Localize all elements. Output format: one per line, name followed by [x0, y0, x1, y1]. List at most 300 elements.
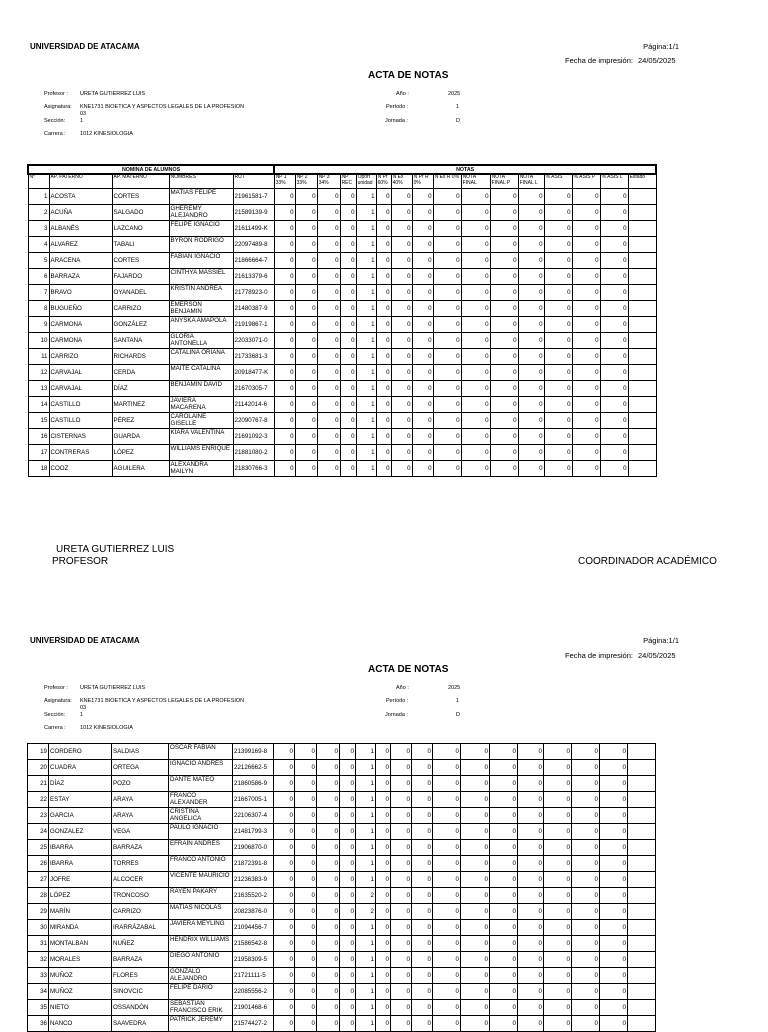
grade-cell: 0: [433, 205, 461, 221]
table-row: [28, 413, 656, 429]
grade-cell: 0: [600, 824, 628, 840]
grade-cell: 0: [433, 968, 461, 984]
grade-cell: 0: [518, 952, 544, 968]
grade-cell: 0: [433, 808, 461, 824]
apellido-paterno: COOZ: [49, 461, 112, 477]
grade-cell: 0: [433, 413, 461, 429]
oportunidad-cell: 1: [356, 397, 376, 413]
grade-cell: 0: [544, 1000, 572, 1016]
grade-cell: 0: [572, 253, 600, 269]
grade-cell: 0: [461, 856, 490, 872]
grade-cell: 0: [376, 189, 391, 205]
grade-cell: 0: [572, 760, 600, 776]
grade-cell: 0: [376, 301, 391, 317]
grade-cell: 0: [490, 952, 518, 968]
grade-cell: 0: [600, 1000, 628, 1016]
grade-cell: 0: [461, 269, 490, 285]
nombres: HENDRIX WILLIAMS: [169, 936, 233, 952]
grade-cell: 0: [391, 221, 412, 237]
grade-cell: 0: [274, 872, 295, 888]
apellido-paterno: MONTALBAN: [49, 936, 112, 952]
grade-cell: 0: [600, 333, 628, 349]
grade-cell: 0: [340, 1016, 356, 1032]
grade-cell: 0: [433, 888, 461, 904]
grade-cell: 0: [391, 461, 412, 477]
row-number: 36: [28, 1016, 49, 1032]
grade-cell: 0: [600, 237, 628, 253]
grade-cell: 0: [412, 381, 433, 397]
row-number: 5: [28, 253, 49, 269]
periodo-label: Período :: [386, 104, 409, 110]
estado-cell: [628, 381, 656, 397]
grade-cell: 0: [340, 317, 356, 333]
grade-cell: 0: [317, 936, 340, 952]
grade-cell: 0: [391, 888, 412, 904]
nombres: PAULO IGNACIO: [169, 824, 233, 840]
nombres: KRISTIN ANDREA: [169, 285, 233, 301]
grade-cell: 0: [461, 317, 490, 333]
nombres: FABIAN IGNACIO: [169, 253, 233, 269]
grade-cell: 0: [572, 221, 600, 237]
grade-cell: 0: [544, 301, 572, 317]
grade-cell: 0: [412, 205, 433, 221]
apellido-materno: FAJARDO: [112, 269, 169, 285]
grade-cell: 0: [461, 365, 490, 381]
grade-cell: 0: [274, 333, 295, 349]
grade-cell: 0: [518, 824, 544, 840]
asignatura-extra-2: 03: [80, 705, 87, 711]
oportunidad-cell: 1: [356, 872, 376, 888]
grade-cell: 0: [340, 253, 356, 269]
oportunidad-cell: 1: [356, 776, 376, 792]
grade-cell: 0: [433, 349, 461, 365]
grade-cell: 0: [518, 744, 544, 760]
nombres: FRANCO ALEXANDER: [169, 792, 233, 808]
estado-cell: [628, 189, 656, 205]
grade-cell: 0: [412, 461, 433, 477]
table-row: [28, 840, 656, 856]
grade-cell: 0: [544, 237, 572, 253]
oportunidad-cell: 1: [356, 205, 376, 221]
grade-cell: 0: [274, 792, 295, 808]
grade-cell: 0: [391, 317, 412, 333]
grade-cell: 0: [490, 872, 518, 888]
grade-cell: 0: [376, 1016, 391, 1032]
grade-cell: 0: [295, 285, 317, 301]
oportunidad-cell: 1: [356, 301, 376, 317]
oportunidad-cell: 1: [356, 333, 376, 349]
column-header: % ASIS L: [600, 174, 628, 189]
grade-cell: 0: [376, 1000, 391, 1016]
grade-cell: 0: [461, 413, 490, 429]
grade-cell: 0: [295, 1000, 317, 1016]
grade-cell: 0: [490, 760, 518, 776]
column-header: % ASIS P: [572, 174, 600, 189]
carrera-value-2: 1012 KINESIOLOGIA: [80, 725, 133, 731]
grade-cell: 0: [295, 237, 317, 253]
table-row: [28, 237, 656, 253]
grade-cell: 0: [412, 397, 433, 413]
grade-cell: 0: [391, 205, 412, 221]
asignatura-label: Asignatura:: [44, 104, 72, 110]
nombres: JAVIERA MACARENA: [169, 397, 233, 413]
grade-cell: 0: [295, 221, 317, 237]
grade-cell: 0: [490, 317, 518, 333]
row-number: 22: [28, 792, 49, 808]
grade-cell: 0: [433, 445, 461, 461]
oportunidad-cell: 1: [356, 1000, 376, 1016]
apellido-materno: SALGADO: [112, 205, 169, 221]
anio-label-2: Año :: [396, 685, 409, 691]
signature-name: URETA GUTIERREZ LUIS: [56, 544, 175, 555]
grade-cell: 0: [518, 1000, 544, 1016]
rut: 21667005-1: [233, 792, 274, 808]
grade-cell: 0: [518, 333, 544, 349]
grade-cell: 0: [295, 413, 317, 429]
grade-cell: 0: [340, 760, 356, 776]
table-row: [28, 365, 656, 381]
grade-cell: 0: [600, 840, 628, 856]
grade-cell: 0: [600, 968, 628, 984]
estado-cell: [628, 792, 656, 808]
grade-cell: 0: [295, 856, 317, 872]
grade-cell: 0: [600, 269, 628, 285]
table-row: [28, 744, 656, 760]
grade-cell: 0: [544, 349, 572, 365]
grade-cell: 0: [376, 760, 391, 776]
column-header: NP 1 33%: [274, 174, 295, 189]
grade-cell: 0: [461, 333, 490, 349]
grade-cell: 0: [340, 808, 356, 824]
grade-cell: 0: [600, 445, 628, 461]
grade-cell: 0: [340, 984, 356, 1000]
oportunidad-cell: 1: [356, 237, 376, 253]
grade-cell: 0: [412, 792, 433, 808]
grade-cell: 0: [412, 856, 433, 872]
grade-cell: 0: [295, 952, 317, 968]
row-number: 6: [28, 269, 49, 285]
grade-cell: 0: [376, 968, 391, 984]
grade-cell: 0: [600, 936, 628, 952]
estado-cell: [628, 413, 656, 429]
grade-cell: 0: [461, 285, 490, 301]
apellido-materno: CARRIZO: [112, 301, 169, 317]
oportunidad-cell: 1: [356, 189, 376, 205]
column-header: NP REC: [340, 174, 356, 189]
grade-cell: 0: [391, 269, 412, 285]
grade-cell: 0: [317, 968, 340, 984]
grade-cell: 0: [317, 237, 340, 253]
grade-cell: 0: [317, 856, 340, 872]
grade-cell: 0: [376, 269, 391, 285]
grade-cell: 0: [600, 285, 628, 301]
estado-cell: [628, 968, 656, 984]
grade-cell: 0: [340, 744, 356, 760]
grade-cell: 0: [340, 888, 356, 904]
nombres: MAITE CATALINA: [169, 365, 233, 381]
grade-cell: 0: [391, 285, 412, 301]
grade-cell: 0: [572, 888, 600, 904]
print-date-label-2: Fecha de impresión:: [565, 651, 633, 660]
table-row: [28, 936, 656, 952]
nombres: ALEXANDRA MAILYN: [169, 461, 233, 477]
column-header: N Pr R 0%: [412, 174, 433, 189]
grade-cell: 0: [490, 349, 518, 365]
grade-cell: 0: [412, 936, 433, 952]
grade-cell: 0: [317, 333, 340, 349]
table-row: [28, 872, 656, 888]
grade-cell: 0: [376, 936, 391, 952]
estado-cell: [628, 317, 656, 333]
grade-cell: 0: [412, 968, 433, 984]
nombres: CAROLAINE GISELLE: [169, 413, 233, 429]
grade-cell: 0: [490, 984, 518, 1000]
grade-cell: 0: [274, 968, 295, 984]
grade-cell: 0: [376, 840, 391, 856]
grade-cell: 0: [544, 888, 572, 904]
table-row: [28, 824, 656, 840]
oportunidad-cell: 1: [356, 349, 376, 365]
grade-cell: 0: [391, 445, 412, 461]
estado-cell: [628, 888, 656, 904]
estado-cell: [628, 253, 656, 269]
grade-cell: 0: [461, 840, 490, 856]
table-row: [28, 317, 656, 333]
estado-cell: [628, 744, 656, 760]
grade-cell: 0: [600, 205, 628, 221]
row-number: 24: [28, 824, 49, 840]
apellido-paterno: CONTRERAS: [49, 445, 112, 461]
apellido-paterno: ACOSTA: [49, 189, 112, 205]
table-row: [28, 381, 656, 397]
table-row: [28, 776, 656, 792]
grade-cell: 0: [391, 760, 412, 776]
grade-cell: 0: [340, 872, 356, 888]
grade-cell: 0: [433, 333, 461, 349]
profesor-label: Profesor :: [44, 91, 68, 97]
grade-cell: 0: [518, 856, 544, 872]
column-header: Oport unidad: [356, 174, 376, 189]
grade-cell: 0: [490, 445, 518, 461]
grade-cell: 0: [340, 856, 356, 872]
grade-cell: 0: [412, 984, 433, 1000]
grade-cell: 0: [600, 397, 628, 413]
estado-cell: [628, 856, 656, 872]
apellido-paterno: DÍAZ: [49, 776, 112, 792]
grade-cell: 0: [572, 824, 600, 840]
grade-cell: 0: [544, 381, 572, 397]
row-number: 13: [28, 381, 49, 397]
grade-cell: 0: [317, 285, 340, 301]
rut: 21721111-5: [233, 968, 274, 984]
row-number: 35: [28, 1000, 49, 1016]
grade-cell: 0: [461, 349, 490, 365]
grade-cell: 0: [572, 205, 600, 221]
grade-cell: 0: [572, 317, 600, 333]
table-row: [28, 333, 656, 349]
grade-cell: 0: [317, 413, 340, 429]
nombres: VICENTE MAURICIO: [169, 872, 233, 888]
grade-cell: 0: [376, 221, 391, 237]
table-row: [28, 397, 656, 413]
rut: 21613379-6: [233, 269, 274, 285]
grade-cell: 0: [433, 461, 461, 477]
grade-cell: 0: [433, 760, 461, 776]
rut: 21094456-7: [233, 920, 274, 936]
oportunidad-cell: 1: [356, 824, 376, 840]
seccion-value: 1: [80, 118, 84, 124]
grade-cell: 0: [274, 744, 295, 760]
rut: 21733681-3: [233, 349, 274, 365]
oportunidad-cell: 1: [356, 253, 376, 269]
grade-cell: 0: [518, 920, 544, 936]
grade-cell: 0: [490, 205, 518, 221]
row-number: 25: [28, 840, 49, 856]
apellido-paterno: ALVAREZ: [49, 237, 112, 253]
nombres: MATIAS FELIPE: [169, 189, 233, 205]
grade-cell: 0: [317, 317, 340, 333]
apellido-materno: ORTEGA: [112, 760, 169, 776]
table-row: [28, 221, 656, 237]
grade-cell: 0: [274, 269, 295, 285]
grade-cell: 0: [518, 1016, 544, 1032]
grade-cell: 0: [376, 413, 391, 429]
grade-cell: 0: [572, 333, 600, 349]
grade-cell: 0: [544, 461, 572, 477]
grade-cell: 0: [490, 429, 518, 445]
grade-cell: 0: [391, 856, 412, 872]
grade-cell: 0: [412, 333, 433, 349]
nombres: GHEREMY ALEJANDRO: [169, 205, 233, 221]
grade-cell: 0: [274, 920, 295, 936]
estado-cell: [628, 920, 656, 936]
grade-cell: 0: [572, 872, 600, 888]
grade-cell: 0: [317, 445, 340, 461]
estado-cell: [628, 1000, 656, 1016]
grade-cell: 0: [461, 445, 490, 461]
apellido-materno: TORRES: [112, 856, 169, 872]
grade-cell: 0: [317, 349, 340, 365]
grade-cell: 0: [340, 349, 356, 365]
grade-cell: 0: [317, 269, 340, 285]
grade-cell: 0: [295, 1016, 317, 1032]
estado-cell: [628, 984, 656, 1000]
row-number: 2: [28, 205, 49, 221]
grade-cell: 0: [412, 301, 433, 317]
row-number: 20: [28, 760, 49, 776]
estado-cell: [628, 397, 656, 413]
grade-cell: 0: [518, 840, 544, 856]
estado-cell: [628, 760, 656, 776]
grade-cell: 0: [412, 808, 433, 824]
grade-cell: 0: [433, 269, 461, 285]
carrera-label-2: Carrera :: [44, 725, 66, 731]
row-number: 7: [28, 285, 49, 301]
nombres: FELIPE IGNACIO: [169, 221, 233, 237]
grade-cell: 0: [518, 269, 544, 285]
grade-cell: 0: [317, 984, 340, 1000]
apellido-materno: GONZÁLEZ: [112, 317, 169, 333]
grade-cell: 0: [274, 301, 295, 317]
jornada-label: Jornada :: [385, 118, 408, 124]
grade-cell: 0: [572, 365, 600, 381]
grade-cell: 0: [274, 253, 295, 269]
rut: 21236383-9: [233, 872, 274, 888]
grade-cell: 0: [544, 776, 572, 792]
grade-cell: 0: [412, 349, 433, 365]
oportunidad-cell: 1: [356, 317, 376, 333]
nombres: EMERSON BENJAMIN: [169, 301, 233, 317]
grade-cell: 0: [600, 461, 628, 477]
column-header: NOTA FINAL P: [490, 174, 518, 189]
grade-cell: 0: [295, 189, 317, 205]
profesor-label-2: Profesor :: [44, 685, 68, 691]
nombres: BENJAMÍN DAVID: [169, 381, 233, 397]
grade-cell: 0: [376, 397, 391, 413]
nombres: OSCAR FABIAN: [169, 744, 233, 760]
asignatura-value: KNE1731 BIOETICA Y ASPECTOS LEGALES DE LA PROFESION: [80, 104, 245, 110]
grade-cell: 0: [544, 968, 572, 984]
table-row: [28, 888, 656, 904]
grade-cell: 0: [376, 744, 391, 760]
grade-cell: 0: [376, 461, 391, 477]
grade-cell: 0: [340, 461, 356, 477]
grade-cell: 0: [340, 269, 356, 285]
grade-cell: 0: [295, 365, 317, 381]
nombres: JAVIERA MEYLING: [169, 920, 233, 936]
grade-cell: 0: [490, 237, 518, 253]
grade-cell: 0: [544, 872, 572, 888]
grade-cell: 0: [490, 413, 518, 429]
seccion-label: Sección:: [44, 118, 66, 124]
grade-cell: 0: [490, 269, 518, 285]
grade-cell: 0: [544, 429, 572, 445]
grade-cell: 0: [274, 1000, 295, 1016]
asignatura-value-2: KNE1731 BIOETICA Y ASPECTOS LEGALES DE LA PROFESION: [80, 698, 245, 704]
grade-cell: 0: [600, 253, 628, 269]
apellido-paterno: IBARRA: [49, 856, 112, 872]
grade-cell: 0: [433, 792, 461, 808]
grade-cell: 0: [295, 301, 317, 317]
apellido-materno: CERDA: [112, 365, 169, 381]
grade-cell: 0: [317, 808, 340, 824]
table-row: [28, 856, 656, 872]
print-date-label: Fecha de impresión:: [565, 56, 633, 65]
apellido-paterno: MIRANDA: [49, 920, 112, 936]
grade-cell: 0: [544, 253, 572, 269]
grade-cell: 0: [340, 776, 356, 792]
grade-cell: 0: [295, 904, 317, 920]
grade-cell: 0: [340, 824, 356, 840]
grade-cell: 0: [274, 365, 295, 381]
oportunidad-cell: 1: [356, 984, 376, 1000]
coordinator-label: COORDINADOR ACADÉMICO: [578, 556, 717, 567]
rut: 21958309-5: [233, 952, 274, 968]
table-row: [28, 920, 656, 936]
grade-cell: 0: [295, 381, 317, 397]
grade-cell: 0: [274, 189, 295, 205]
oportunidad-cell: 1: [356, 285, 376, 301]
grade-cell: 0: [490, 333, 518, 349]
grade-cell: 0: [461, 1016, 490, 1032]
grade-cell: 0: [518, 365, 544, 381]
grade-cell: 0: [572, 1000, 600, 1016]
grade-cell: 0: [518, 285, 544, 301]
apellido-paterno: BARRAZA: [49, 269, 112, 285]
grade-cell: 0: [518, 253, 544, 269]
grade-cell: 0: [518, 968, 544, 984]
grade-cell: 0: [376, 365, 391, 381]
